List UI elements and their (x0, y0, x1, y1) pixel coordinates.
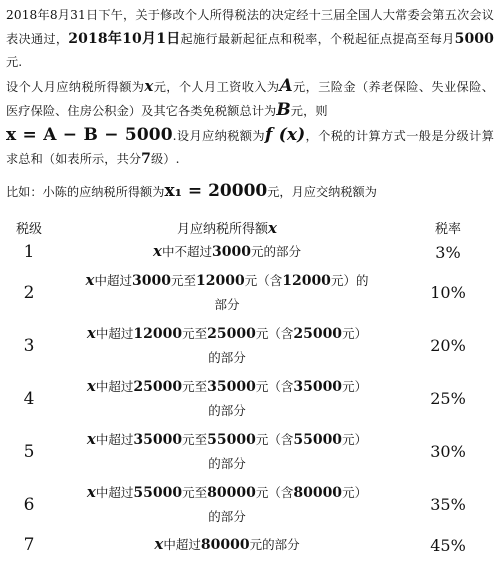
row-level: 4 (23, 388, 35, 409)
text: 的部分 (208, 350, 246, 365)
row-level: 6 (23, 494, 35, 515)
text: 中超过 (95, 432, 134, 447)
amount: 25000 (207, 326, 256, 342)
var-x: x (85, 271, 95, 289)
text: 元的部分 (250, 244, 301, 259)
text: 元） (342, 379, 368, 394)
text: 元（含 (255, 432, 294, 447)
intro-text (6, 4, 494, 172)
text: 元的部分 (249, 537, 300, 552)
paragraph-law-change (6, 4, 494, 75)
text: 设个人月应纳税所得额为 (6, 79, 145, 94)
table-row (4, 238, 496, 266)
table-row (4, 266, 496, 319)
header-range-var: x (268, 218, 277, 237)
text: 元至 (182, 379, 208, 394)
var-x: x (86, 377, 96, 395)
tax-rate-table (4, 216, 496, 559)
table-row (4, 372, 496, 425)
row-range (54, 238, 400, 266)
row-rate: 30% (430, 442, 466, 461)
text: 元，个人月工资收入为 (153, 79, 280, 94)
text: 中超过 (95, 485, 134, 500)
example-formula: x₁ = 20000 (164, 181, 268, 201)
var-x: x (153, 242, 162, 260)
text: 级）. (151, 152, 180, 166)
row-level: 2 (23, 282, 35, 303)
text: 中超过 (95, 326, 134, 341)
var-B: B (276, 100, 291, 120)
text: 中超过 (94, 273, 132, 288)
header-level: 税级 (15, 221, 42, 237)
var-A: A (279, 75, 293, 96)
amount: 12000 (282, 273, 331, 289)
row-range (54, 319, 400, 372)
threshold-amount: 5000 (454, 30, 494, 47)
table-row (4, 531, 496, 559)
var-x: x (144, 76, 154, 95)
row-rate: 45% (430, 535, 466, 555)
table-row (4, 319, 496, 372)
text: 元） (342, 326, 368, 341)
text: 元，三险金（养老保险、失业保险、医疗保险、住房公积金）及其它各类免税额总计为 (6, 79, 494, 118)
amount: 55000 (133, 485, 183, 501)
function-fx: f (x) (264, 124, 306, 145)
text: 元至 (170, 273, 196, 288)
row-rate: 35% (430, 495, 466, 514)
amount: 25000 (293, 326, 343, 342)
amount: 35000 (207, 379, 256, 395)
var-x: x (86, 483, 96, 501)
header-rate: 税率 (434, 221, 461, 237)
row-range (54, 266, 400, 319)
text: 中超过 (95, 379, 134, 394)
text: 部分 (214, 297, 240, 312)
table-header-row (4, 216, 496, 238)
row-rate: 25% (430, 389, 466, 408)
header-range-label: 月应纳税所得额 (177, 221, 269, 237)
amount: 80000 (200, 537, 250, 553)
text: 元. (6, 55, 23, 69)
text: 元（含 (255, 379, 294, 394)
row-range (54, 478, 400, 531)
text: 中不超过 (161, 244, 212, 259)
text: 元） (342, 485, 368, 500)
row-level: 1 (23, 242, 35, 262)
row-range (54, 531, 400, 559)
table-row (4, 478, 496, 531)
text: 元至 (182, 432, 208, 447)
text: 的部分 (208, 403, 246, 418)
text: 元） (342, 432, 368, 447)
row-rate: 10% (430, 283, 466, 302)
amount: 55000 (207, 432, 256, 448)
row-level: 7 (23, 535, 35, 555)
row-level: 3 (23, 335, 35, 356)
text: 的部分 (208, 509, 246, 524)
example-text (6, 180, 377, 203)
text: 2018年8月31日下午，关于修改个人所得税法的决定经十三届全国人大常委会第五次会议表决通过， (6, 8, 494, 46)
text: 的部分 (208, 456, 246, 471)
row-rate: 3% (435, 242, 461, 262)
text: ，个税的计算方式一般是分级计算求总和（如表所示，共分 (6, 128, 494, 166)
paragraph-definitions (6, 75, 494, 172)
table-row (4, 425, 496, 478)
text: 元至 (182, 326, 208, 341)
text: 元）的 (330, 273, 369, 288)
row-level: 5 (23, 441, 35, 462)
effective-date: 2018年10月1日 (68, 30, 181, 47)
var-x: x (86, 324, 96, 342)
amount: 12000 (133, 326, 183, 342)
amount: 35000 (293, 379, 343, 395)
row-range (54, 425, 400, 478)
text: 元至 (182, 485, 208, 500)
amount: 3000 (211, 244, 251, 260)
amount: 35000 (133, 432, 183, 448)
taxable-income-formula: x = A − B − 5000 (6, 124, 173, 145)
amount: 3000 (132, 273, 171, 289)
text: 元（含 (244, 273, 283, 288)
amount: 55000 (293, 432, 343, 448)
var-x: x (154, 535, 164, 553)
var-x: x (86, 430, 96, 448)
text: 元（含 (255, 485, 294, 500)
amount: 80000 (207, 485, 256, 501)
text: 比如：小陈的应纳税所得额为 (6, 185, 165, 199)
text: 元，则 (290, 104, 328, 118)
amount: 25000 (133, 379, 183, 395)
row-range (54, 372, 400, 425)
text: 起施行最新起征点和税率，个税起征点提高至每月 (180, 31, 455, 46)
text: 中超过 (163, 537, 201, 552)
level-count: 7 (141, 151, 152, 167)
text: 元（含 (255, 326, 294, 341)
amount: 12000 (195, 273, 245, 289)
header-range (54, 216, 400, 238)
text: .设月应纳税额为 (172, 128, 265, 143)
row-rate: 20% (430, 336, 466, 355)
amount: 80000 (293, 485, 343, 501)
text: 元，月应交纳税额为 (267, 185, 377, 199)
